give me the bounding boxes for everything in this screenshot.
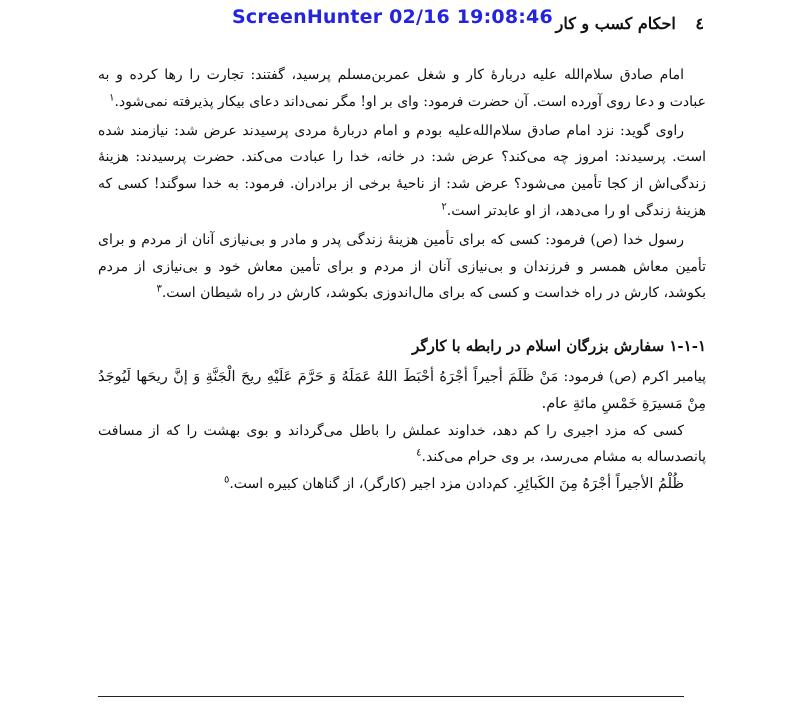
footnote-divider xyxy=(98,696,684,697)
paragraph-1-text: امام صادق سلام‌الله علیه دربارهٔ کار و شغل عمربن‌مسلم پرسید، گفتند: تجارت را رها کرده و به عبادت و دعا روی آورده است. آن حضرت فرمود: وای بر او! مگر نمی‌داند دعای بیکار پذیرفته نمی‌شود. xyxy=(98,67,706,110)
translation-text: کسی که مزد اجیری را کم دهد، خداوند عملش را باطل می‌گرداند و بوی بهشت را که از مسافت پانصدساله به مشام می‌رسد، بر وی حرام می‌کند. xyxy=(98,422,706,466)
paragraph-3 xyxy=(98,227,706,307)
running-header xyxy=(556,14,704,33)
paragraph-2 xyxy=(98,118,706,225)
saying-paragraph xyxy=(98,471,706,498)
hadith-arabic: مَنْ ظَلَمَ أجیراً أجْرَهُ أحْبَطَ اللهُ عَمَلَهُ وَ حَرَّمَ عَلَیْهِ ریحَ الْجَنَّةِ وَ إنَّ ریحَها لَیُوجَدُ مِنْ مَسیرَةِ خَمْسِ مائةِ عام. xyxy=(98,368,706,412)
translation-paragraph xyxy=(98,418,706,472)
paragraph-1 xyxy=(98,62,706,116)
chapter-title: احکام کسب و کار xyxy=(555,14,676,33)
saying-arabic: ظُلْمُ الأجیراً أجْرَهُ مِنَ الکَبائِرِ xyxy=(517,476,684,493)
footnote-ref-2: ٢ xyxy=(441,201,447,213)
page-number: ٤ xyxy=(695,14,704,33)
paragraph-2-text: راوی گوید: نزد امام صادق سلام‌الله‌علیه بودم و امام دربارهٔ مردی پرسیدند عرض شد: نیازمند شده است. پرسیدند: امروز چه می‌کند؟ عرض شد: در خانه، خدا را عبادت می‌کند. حضرت پرسیدند: هزینهٔ زندگی‌اش از کجا تأمین می‌شود؟ عرض شد: از ناحیهٔ برخی از برادران. فرمود: به خدا سوگند! کسی که هزینهٔ زندگی او را می‌دهد، از او عابدتر است. xyxy=(98,122,706,219)
hadith-paragraph xyxy=(98,364,706,418)
screenhunter-watermark: ScreenHunter 02/16 19:08:46 xyxy=(232,6,553,28)
footnote-ref-1: ١ xyxy=(109,92,115,104)
hadith-intro: پیامبر اکرم (ص) فرمود: xyxy=(558,368,706,385)
paragraph-3-text: رسول خدا (ص) فرمود: کسی که برای تأمین هزینهٔ زندگی پدر و مادر و بی‌نیازی آنان از مردم و برای تأمین معاش همسر و فرزندان و بی‌نیازی آنان از مردم و برای تأمین معاش خود و بی‌نیازی از مردم بکوشد، کارش در راه خداست و کسی که برای مال‌اندوزی بکوشد، کارش در راه شیطان است. xyxy=(98,231,706,302)
saying-translation: . کم‌دادن مزد اجیر (کارگر)، از گناهان کبیره است. xyxy=(229,476,518,493)
footnote-ref-3: ٣ xyxy=(156,283,162,295)
section-heading: ۱-۱-۱ سفارش بزرگان اسلام در رابطه با کارگر xyxy=(412,337,706,356)
footnote-ref-4: ٤ xyxy=(416,447,422,459)
page-body xyxy=(98,62,706,498)
footnote-ref-5: ٥ xyxy=(223,474,230,486)
